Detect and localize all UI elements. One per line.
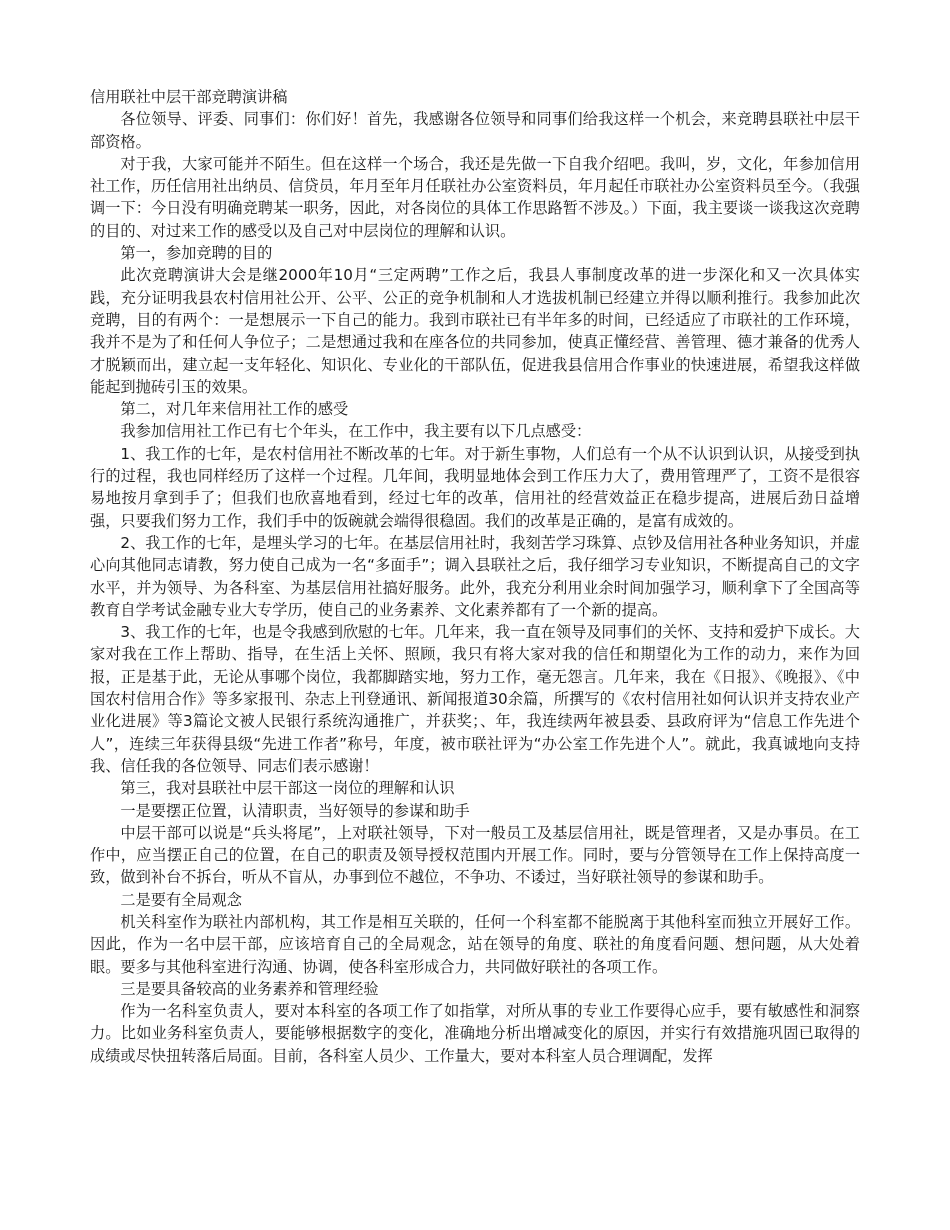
paragraph: 机关科室作为联社内部机构，其工作是相互关联的，任何一个科室都不能脱离于其他科室而独立开展好工作。因此，作为一名中层干部，应该培育自己的全局观念，站在领导的角度、联社的角度看问题、想问题，从大处着眼。要多与其他科室进行沟通、协调，使各科室形成合力，共同做好联社的各项工作。: [90, 912, 860, 976]
paragraph: 2、我工作的七年，是埋头学习的七年。在基层信用社时，我刻苦学习珠算、点钞及信用社各种业务知识，并虚心向其他同志请教，努力使自己成为一名“多面手”；调入县联社之后，我仔细学习专业知识，不断提高自己的文字水平，并为领导、为各科室、为基层信用社搞好服务。此外，我充分利用业余时间加强学习，顺利拿下了全国高等教育自学考试金融专业大专学历，使自己的业务素养、文化素养都有了一个新的提高。: [90, 533, 860, 619]
paragraph: 各位领导、评委、同事们：你们好！首先，我感谢各位领导和同事们给我这样一个机会，来竞聘县联社中层干部资格。: [90, 110, 860, 151]
document-title: 信用联社中层干部竞聘演讲稿: [90, 88, 288, 106]
document-body: [90, 108, 860, 1067]
section-heading: 一是要摆正位置，认清职责，当好领导的参谋和助手: [120, 801, 470, 820]
paragraph: 3、我工作的七年，也是令我感到欣慰的七年。几年来，我一直在领导及同事们的关怀、支持和爱护下成长。大家对我在工作上帮助、指导，在生活上关怀、照顾，我只有将大家对我的信任和期望化为工作的动力，来作为回报，正是基于此，无论从事哪个岗位，我都脚踏实地，努力工作，毫无怨言。几年来，我在《日报》、《晚报》、《中国农村信用合作》等多家报刊、杂志上刊登通讯、新闻报道30余篇，所撰写的《农村信用社如何认识并支持农业产业化进展》等3篇论文被人民银行系统沟通推广，并获奖；、年，我连续两年被县委、县政府评为“信息工作先进个人”，连续三年获得县级“先进工作者”称号，年度，被市联社评为“办公室工作先进个人”。就此，我真诚地向支持我、信任我的各位领导、同志们表示感谢！: [90, 623, 860, 775]
section-heading: 第一，参加竞聘的目的: [120, 244, 273, 263]
section-heading: 第三，我对县联社中层干部这一岗位的理解和认识: [120, 779, 455, 798]
paragraph: 此次竞聘演讲大会是继2000年10月“三定两聘”工作之后，我县人事制度改革的进一步深化和又一次具体实践，充分证明我县农村信用社公开、公平、公正的竞争机制和人才选拔机制已经建立并得以顺利推行。我参加此次竞聘，目的有两个：一是想展示一下自己的能力。我到市联社已有半年多的时间，已经适应了市联社的工作环境，我并不是为了和任何人争位子；二是想通过我和在座各位的共同参加，使真正懂经营、善管理、德才兼备的优秀人才脱颖而出，建立起一支年轻化、知识化、专业化的干部队伍，促进我县信用合作事业的快速进展，希望我这样做能起到抛砖引玉的效果。: [90, 266, 860, 396]
section-heading: 第二，对几年来信用社工作的感受: [120, 400, 349, 419]
paragraph: 中层干部可以说是“兵头将尾”，上对联社领导，下对一般员工及基层信用社，既是管理者，又是办事员。在工作中，应当摆正自己的位置，在自己的职责及领导授权范围内开展工作。同时，要与分管领导在工作上保持高度一致，做到补台不拆台，听从不盲从，办事到位不越位，不争功、不诿过，当好联社领导的参谋和助手。: [90, 823, 860, 887]
section-heading: 二是要有全局观念: [120, 890, 242, 909]
paragraph: 作为一名科室负责人，要对本科室的各项工作了如指掌，对所从事的专业工作要得心应手，要有敏感性和洞察力。比如业务科室负责人，要能够根据数字的变化，准确地分析出增减变化的原因，并实行有效措施巩固已取得的成绩或尽快扭转落后局面。目前，各科室人员少、工作量大，要对本科室人员合理调配，发挥: [90, 1002, 860, 1065]
paragraph: 对于我，大家可能并不陌生。但在这样一个场合，我还是先做一下自我介绍吧。我叫，岁，文化，年参加信用社工作，历任信用社出纳员、信贷员，年月至年月任联社办公室资料员，年月起任市联社办公室资料员至今。（我强调一下：今日没有明确竞聘某一职务，因此，对各岗位的具体工作思路暂不涉及。）下面，我主要谈一谈我这次竞聘的目的、对过来工作的感受以及自己对中层岗位的理解和认识。: [90, 154, 860, 240]
paragraph: 我参加信用社工作已有七个年头，在工作中，我主要有以下几点感受：: [120, 422, 592, 441]
section-heading: 三是要具备较高的业务素养和管理经验: [120, 979, 379, 998]
paragraph: 1、我工作的七年，是农村信用社不断改革的七年。对于新生事物，人们总有一个从不认识到认识，从接受到执行的过程，我也同样经历了这样一个过程。几年间，我明显地体会到工作压力大了，费用管理严了，工资不是很容易地按月拿到手了；但我们也欣喜地看到，经过七年的改革，信用社的经营效益正在稳步提高，进展后劲日益增强，只要我们努力工作，我们手中的饭碗就会端得很稳固。我们的改革是正确的，是富有成效的。: [90, 444, 860, 530]
